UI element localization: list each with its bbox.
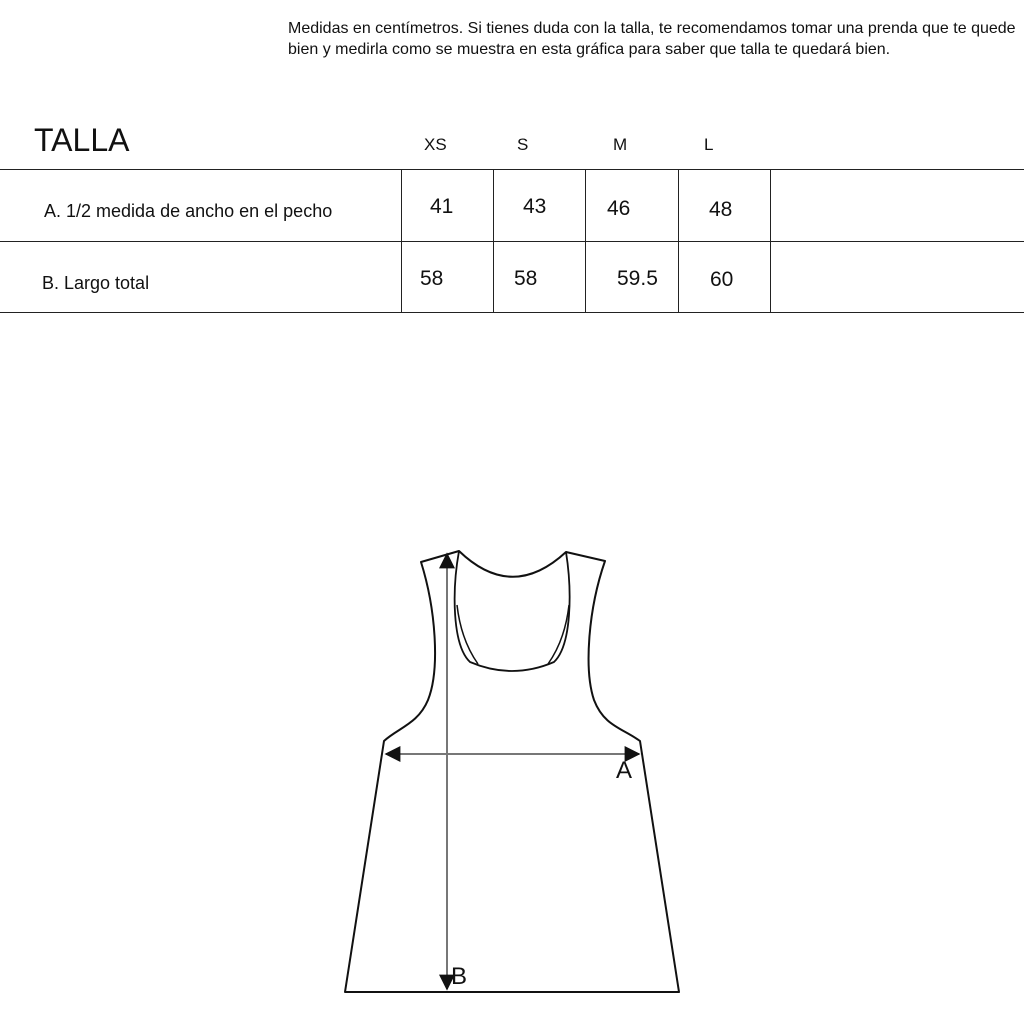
size-header-xs: XS: [424, 135, 447, 154]
row-label-chest: A. 1/2 medida de ancho en el pecho: [44, 201, 333, 221]
cell-chest-s: 43: [523, 195, 547, 218]
cell-chest-l: 48: [709, 198, 733, 221]
intro-text: Medidas en centímetros. Si tienes duda con la talla, te recomendamos tomar una prenda que te quede bien y medirla como se muestra en esta gráfica para saber que talla te quedará bien.: [288, 20, 1016, 58]
cell-length-s: 58: [514, 267, 538, 290]
cell-length-l: 60: [710, 268, 734, 291]
cell-chest-xs: 41: [430, 195, 454, 218]
measure-label-b: B: [451, 963, 468, 990]
row-label-length: B. Largo total: [42, 273, 150, 293]
table-title: TALLA: [34, 122, 130, 158]
size-header-l: L: [704, 135, 714, 154]
cell-length-m: 59.5: [617, 267, 658, 290]
size-header-s: S: [517, 135, 529, 154]
measure-label-a: A: [616, 757, 633, 784]
size-header-m: M: [613, 135, 628, 154]
cell-chest-m: 46: [607, 197, 631, 220]
cell-length-xs: 58: [420, 267, 444, 290]
